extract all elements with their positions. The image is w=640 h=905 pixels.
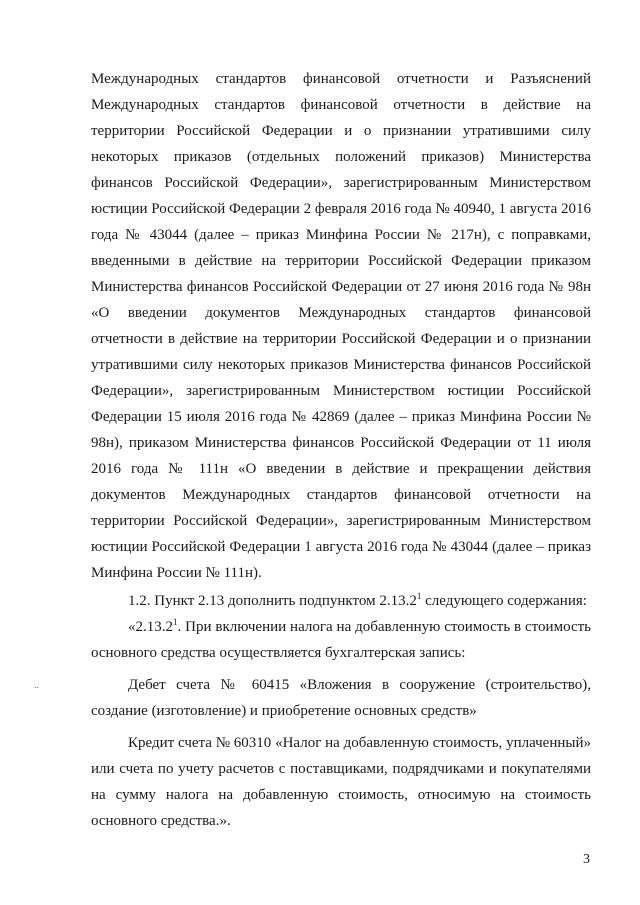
paragraph-debit: Дебет счета № 60415 «Вложения в сооружение (строительство), создание (изготовление) и приобретение основных средств»	[91, 677, 591, 719]
paragraph-credit: Кредит счета № 60310 «Налог на добавленную стоимость, уплаченный» или счета по учету расчетов с поставщиками, подрядчиками и покупателями на сумму налога на добавленную стоимость, относимую на стоимость основного средства.».	[91, 735, 591, 829]
item-1-2-text-before: 1.2. Пункт 2.13 дополнить подпунктом 2.13.2	[128, 593, 417, 609]
item-2-13-2-text-after: . При включении налога на добавленную стоимость в стоимость основного средства осуществляется бухгалтерская запись:	[91, 619, 591, 661]
item-1-2-superscript: 1	[416, 591, 422, 601]
page-number: 3	[583, 852, 590, 867]
margin-mark: ..	[34, 680, 39, 691]
paragraph-continuation: Международных стандартов финансовой отчетности и Разъяснений Международных стандартов финансовой отчетности в действие на территории Российской Федерации и о признании утратившими силу некоторых приказов (отдельных положений приказов) Министерства финансов Российской Федерации», зарегистрированным Министерством юстиции Российской Федерации 2 февраля 2016 года № 40940, 1 августа 2016 года № 43044 (далее – приказ Минфина России № 217н), с поправками, введенными в действие на территории Российской Федерации приказом Министерства финансов Российской Федерации от 27 июня 2016 года № 98н «О введении документов Международных стандартов финансовой отчетности в действие на территории Российской Федерации и о признании утратившими силу некоторых приказов Министерства финансов Российской Федерации», зарегистрированным Министерством юстиции Российской Федерации 15 июля 2016 года № 42869 (далее – приказ Минфина России № 98н), приказом Министерства финансов Российской Федерации от 11 июля 2016 года № 111н «О введении в действие и прекращении действия документов Международных стандартов финансовой отчетности на территории Российской Федерации», зарегистрированным Министерством юстиции Российской Федерации 1 августа 2016 года № 43044 (далее – приказ Минфина России № 111н).	[91, 71, 591, 581]
paragraph-item-2-13-2	[91, 614, 591, 666]
paragraph-item-1-2	[91, 588, 591, 614]
item-2-13-2-superscript: 1	[173, 617, 178, 627]
item-1-2-text-after: следующего содержания:	[421, 593, 587, 609]
item-2-13-2-text-before: «2.13.2	[128, 619, 173, 635]
document-body	[91, 66, 591, 834]
